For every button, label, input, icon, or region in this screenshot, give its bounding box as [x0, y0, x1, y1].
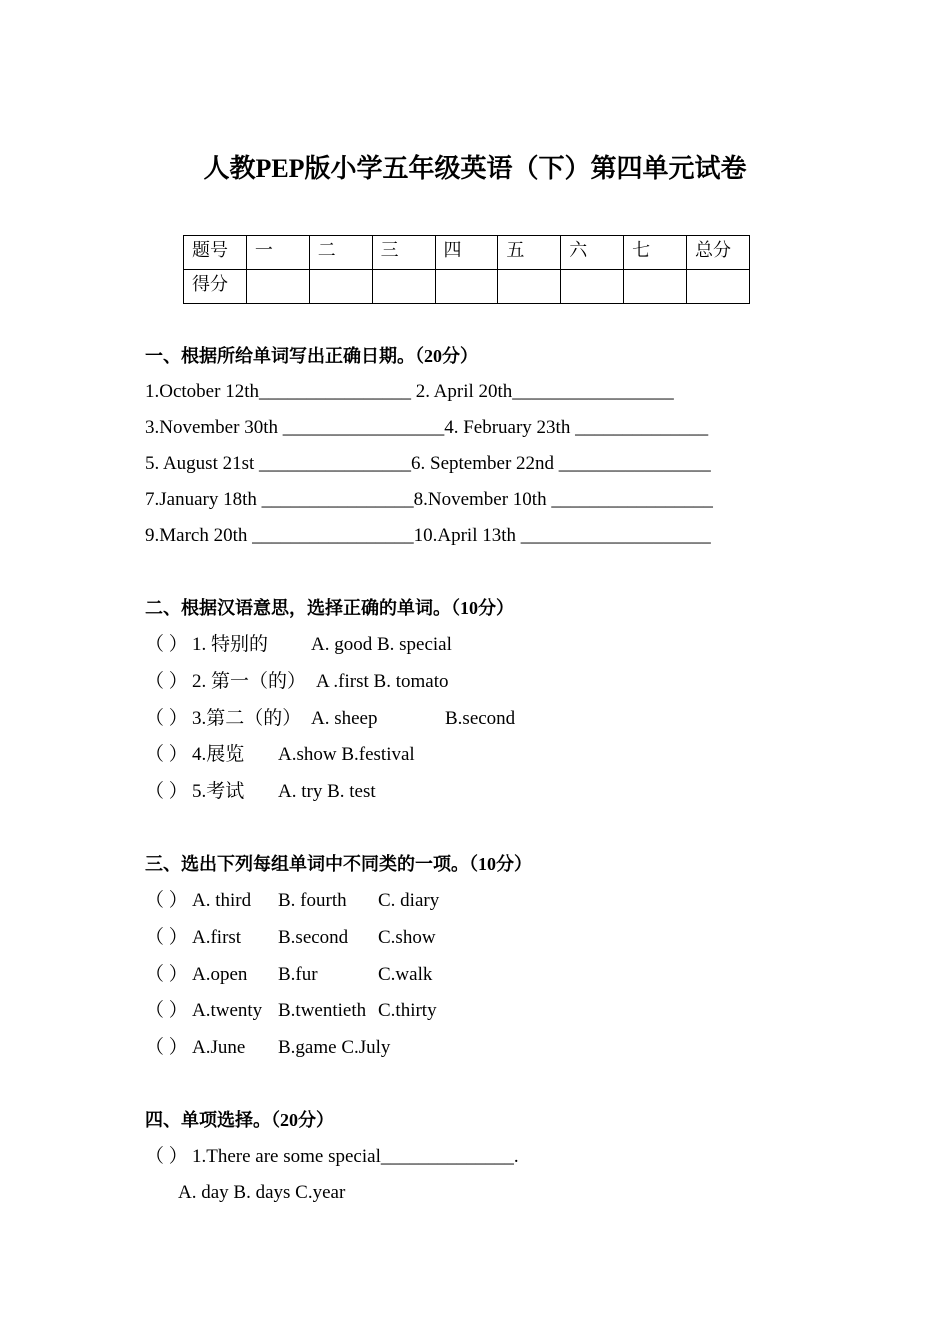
option-c: C.thirty: [378, 1000, 437, 1021]
question-text: 5.考试: [192, 781, 245, 802]
answer-paren[interactable]: （ ）: [145, 1000, 188, 1021]
option-c: C. diary: [378, 890, 440, 911]
table-cell: 得分: [184, 270, 247, 304]
answer-paren[interactable]: （ ）: [145, 708, 188, 729]
answer-paren[interactable]: （ ）: [145, 964, 188, 985]
option-a: A.June: [192, 1037, 246, 1058]
answer-paren[interactable]: （ ）: [145, 1146, 188, 1167]
table-cell: 二: [309, 236, 372, 270]
options-text: B.second: [445, 708, 516, 729]
option-a: A.open: [192, 964, 248, 985]
section1-heading: 一、根据所给单词写出正确日期。（20分）: [145, 346, 478, 366]
score-input-cell[interactable]: [309, 270, 372, 304]
table-cell: 五: [498, 236, 561, 270]
question-text: 3.第二（的）: [192, 708, 302, 729]
options-text: A .first B. tomato: [316, 671, 449, 692]
score-table: [183, 235, 750, 304]
section4-heading: 四、单项选择。（20分）: [145, 1110, 334, 1130]
table-cell: 三: [372, 236, 435, 270]
date-question-line: 3.November 30th _________________4. February 23th ______________: [145, 417, 709, 438]
section2-heading: 二、根据汉语意思，选择正确的单词。（10分）: [145, 598, 514, 618]
answer-paren[interactable]: （ ）: [145, 744, 188, 765]
date-question-line: 7.January 18th ________________8.November 10th _________________: [145, 489, 713, 510]
option-a: A.first: [192, 927, 242, 948]
answer-paren[interactable]: （ ）: [145, 1037, 188, 1058]
option-a: A. third: [192, 890, 252, 911]
score-input-cell[interactable]: [498, 270, 561, 304]
score-input-cell[interactable]: [372, 270, 435, 304]
options-text: A. try B. test: [278, 781, 376, 802]
question-text: 2. 第一（的）: [192, 671, 307, 692]
table-cell: 总分: [687, 236, 750, 270]
option-c: C.show: [378, 927, 436, 948]
option-a: A.twenty: [192, 1000, 263, 1021]
options-text: A. sheep: [311, 708, 378, 729]
score-input-cell[interactable]: [687, 270, 750, 304]
answer-paren[interactable]: （ ）: [145, 781, 188, 802]
question-text: 1. 特别的: [192, 634, 269, 655]
option-b: B.twentieth: [278, 1000, 367, 1021]
score-input-cell[interactable]: [435, 270, 498, 304]
option-b: B.game C.July: [278, 1037, 391, 1058]
table-cell: 题号: [184, 236, 247, 270]
table-cell: 六: [561, 236, 624, 270]
option-b: B.second: [278, 927, 349, 948]
date-question-line: 9.March 20th _________________10.April 13th ____________________: [145, 525, 711, 546]
question-text: 1.There are some special______________.: [192, 1146, 519, 1167]
options-text: A.show B.festival: [278, 744, 415, 765]
options-text: A. day B. days C.year: [178, 1182, 346, 1203]
score-table-score-row: [184, 270, 750, 304]
score-table-header-row: [184, 236, 750, 270]
table-cell: 四: [435, 236, 498, 270]
options-text: A. good B. special: [311, 634, 452, 655]
score-input-cell[interactable]: [246, 270, 309, 304]
answer-paren[interactable]: （ ）: [145, 927, 188, 948]
option-b: B. fourth: [278, 890, 347, 911]
table-cell: 一: [246, 236, 309, 270]
table-cell: 七: [624, 236, 687, 270]
answer-paren[interactable]: （ ）: [145, 890, 188, 911]
answer-paren[interactable]: （ ）: [145, 671, 188, 692]
score-input-cell[interactable]: [561, 270, 624, 304]
page-title: 人教PEP版小学五年级英语（下）第四单元试卷: [203, 154, 747, 183]
question-text: 4.展览: [192, 744, 245, 765]
answer-paren[interactable]: （ ）: [145, 634, 188, 655]
section3-heading: 三、选出下列每组单词中不同类的一项。（10分）: [145, 854, 532, 874]
score-input-cell[interactable]: [624, 270, 687, 304]
option-b: B.fur: [278, 964, 318, 985]
option-c: C.walk: [378, 964, 433, 985]
date-question-line: 5. August 21st ________________6. September 22nd ________________: [145, 453, 711, 474]
date-question-line: 1.October 12th________________ 2. April 20th_________________: [145, 381, 674, 402]
